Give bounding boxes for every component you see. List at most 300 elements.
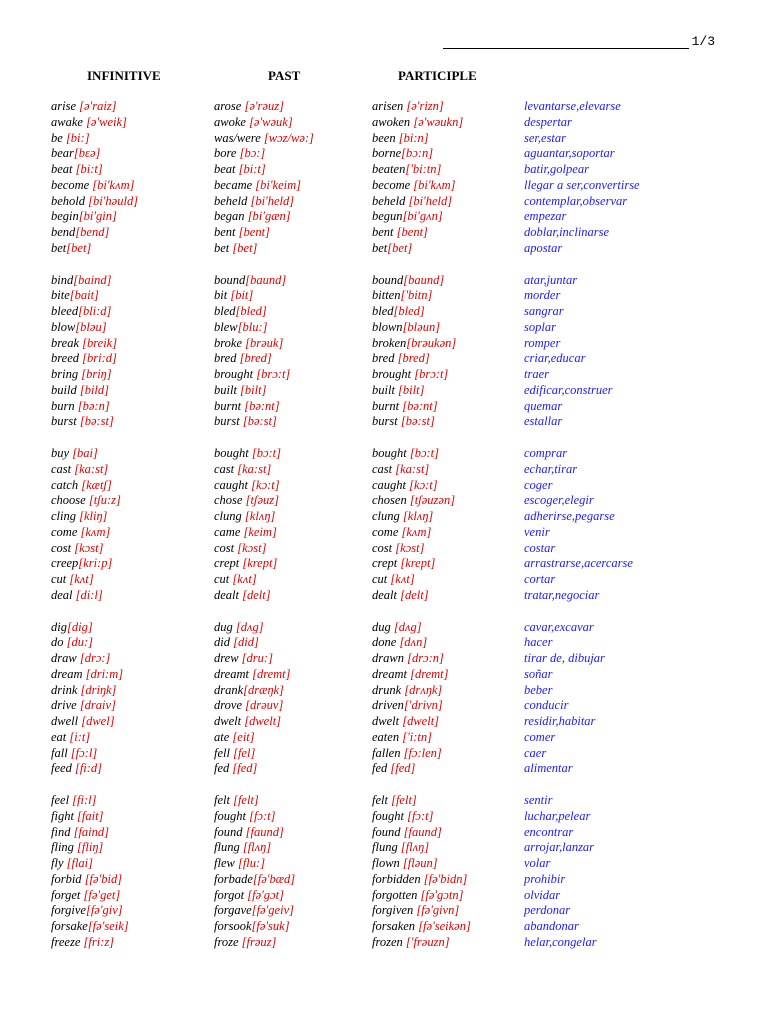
spanish-meaning: ser,estar (524, 130, 567, 145)
past-cell (214, 336, 283, 352)
infinitive-word: breed (51, 351, 83, 366)
infinitive-phonetic: [ə'raiz] (79, 99, 117, 113)
participle-phonetic: [kɔst] (395, 540, 425, 555)
participle-cell (372, 761, 415, 777)
past-word: forbade (214, 871, 253, 886)
infinitive-phonetic: [kʌt] (69, 572, 94, 586)
spanish-meaning: llegar a ser,convertirse (524, 177, 640, 192)
participle-cell (372, 525, 431, 541)
past-cell (214, 351, 272, 367)
past-word: fed (214, 761, 233, 776)
infinitive-cell (51, 178, 135, 194)
verb-row (0, 872, 768, 888)
infinitive-cell (51, 320, 107, 336)
participle-word: bet (372, 240, 388, 255)
infinitive-phonetic: [draiv] (79, 698, 116, 713)
infinitive-cell (51, 462, 108, 478)
participle-word: dug (372, 619, 394, 634)
infinitive-word: cost (51, 540, 75, 555)
header-infinitive: INFINITIVE (87, 68, 161, 83)
past-phonetic: [bilt] (240, 382, 267, 397)
past-phonetic: [keim] (243, 524, 277, 539)
verb-row (0, 509, 768, 525)
verb-row (0, 620, 768, 636)
spanish-meaning: helar,congelar (524, 934, 597, 949)
participle-phonetic: [bi'kʌm] (413, 177, 456, 192)
past-cell (214, 746, 255, 762)
spanish-meaning: despertar (524, 114, 572, 129)
infinitive-cell (51, 935, 114, 951)
spanish-meaning: echar,tirar (524, 461, 578, 476)
past-word: cast (214, 461, 238, 476)
participle-cell (372, 225, 428, 241)
infinitive-phonetic: [dri:m] (85, 666, 124, 681)
participle-phonetic: [kʌm] (401, 524, 432, 539)
past-phonetic: [frəuz] (241, 934, 277, 949)
past-word: dealt (214, 587, 243, 602)
past-phonetic: [fed] (232, 761, 258, 776)
past-word: was/were (214, 130, 264, 145)
participle-phonetic: [fə'givn] (416, 903, 460, 918)
participle-cell (372, 840, 429, 856)
participle-phonetic: [drʌŋk] (404, 682, 443, 697)
past-phonetic: [kʌt] (232, 572, 257, 586)
infinitive-word: begin (51, 209, 79, 224)
past-cell (214, 383, 266, 399)
infinitive-word: do (51, 635, 67, 650)
past-phonetic: [felt] (233, 793, 259, 807)
spanish-meaning: tratar,negociar (524, 587, 600, 602)
participle-word: dreamt (372, 666, 411, 681)
participle-word: drunk (372, 682, 405, 697)
past-cell (214, 840, 271, 856)
verb-row (0, 525, 768, 541)
infinitive-cell (51, 241, 91, 257)
participle-word: fed (372, 761, 391, 776)
infinitive-cell (51, 509, 107, 525)
verb-row (0, 856, 768, 872)
participle-cell (372, 273, 444, 289)
participle-phonetic: [klʌŋ] (402, 509, 434, 523)
participle-phonetic: ['bi:tn] (405, 162, 442, 176)
infinitive-word: forget (51, 887, 84, 902)
past-cell (214, 572, 257, 588)
spanish-meaning: hacer (524, 635, 553, 650)
participle-word: burst (372, 414, 401, 429)
infinitive-phonetic: [dwel] (81, 714, 115, 728)
participle-phonetic: [dʌg] (393, 619, 422, 634)
infinitive-word: bear (51, 146, 74, 161)
participle-cell (372, 493, 455, 509)
participle-phonetic: [felt] (391, 793, 417, 807)
past-phonetic: [bi'keim] (255, 177, 302, 192)
infinitive-phonetic: [fə'giv] (85, 903, 123, 918)
infinitive-cell (51, 194, 138, 210)
past-word: brought (214, 367, 257, 381)
infinitive-phonetic: [faind] (73, 824, 110, 839)
past-phonetic: [fə'suk] (251, 919, 290, 933)
infinitive-word: deal (51, 587, 76, 602)
participle-cell (372, 162, 441, 178)
spanish-meaning: morder (524, 288, 561, 303)
infinitive-word: fall (51, 745, 71, 760)
participle-word: brought (372, 367, 415, 381)
infinitive-cell (51, 635, 93, 651)
past-phonetic: [ə'wəuk] (249, 114, 293, 129)
infinitive-cell (51, 273, 111, 289)
participle-word: broken (372, 335, 407, 350)
participle-word: fought (372, 808, 408, 823)
infinitive-phonetic: [drɔ:] (79, 651, 111, 665)
past-word: clung (214, 509, 245, 523)
participle-cell (372, 146, 433, 162)
spanish-meaning: perdonar (524, 903, 571, 918)
past-cell (214, 367, 290, 383)
infinitive-word: awake (51, 114, 87, 129)
past-word: bled (214, 304, 236, 318)
infinitive-word: draw (51, 651, 80, 665)
spanish-meaning: estallar (524, 414, 563, 429)
past-word: began (214, 209, 248, 224)
past-word: dug (214, 619, 236, 634)
infinitive-word: creep (51, 556, 79, 571)
participle-word: cut (372, 572, 391, 586)
past-cell (214, 478, 280, 494)
participle-word: driven (372, 698, 404, 713)
spanish-meaning: doblar,inclinarse (524, 225, 610, 239)
spanish-meaning: comer (524, 729, 556, 744)
infinitive-cell (51, 588, 103, 604)
verb-row (0, 903, 768, 919)
verb-row (0, 761, 768, 777)
past-phonetic: [baund] (245, 272, 287, 287)
infinitive-word: cling (51, 509, 80, 523)
participle-phonetic: [kʌt] (390, 572, 415, 586)
infinitive-phonetic: [driŋk] (80, 682, 117, 697)
participle-phonetic: [bled] (393, 304, 425, 318)
verb-row (0, 383, 768, 399)
verb-row (0, 194, 768, 210)
past-word: crept (214, 556, 243, 571)
infinitive-phonetic: [bləu] (75, 319, 107, 334)
verb-row (0, 336, 768, 352)
past-cell (214, 194, 294, 210)
past-cell (214, 525, 277, 541)
past-cell (214, 651, 273, 667)
verb-row (0, 667, 768, 683)
participle-cell (372, 399, 438, 415)
participle-cell (372, 209, 443, 225)
past-word: forsook (214, 919, 252, 933)
spanish-meaning: empezar (524, 209, 567, 224)
participle-word: dealt (372, 587, 401, 602)
participle-word: built (372, 382, 399, 397)
participle-word: borne (372, 146, 402, 161)
infinitive-phonetic: [kliŋ] (79, 509, 108, 523)
participle-word: burnt (372, 398, 403, 413)
infinitive-word: eat (51, 729, 70, 744)
past-cell (214, 730, 255, 746)
past-phonetic: [did] (233, 635, 259, 650)
infinitive-phonetic: [dig] (66, 619, 93, 634)
past-cell (214, 935, 276, 951)
infinitive-cell (51, 115, 127, 131)
past-word: awoke (214, 114, 250, 129)
participle-word: bound (372, 272, 404, 287)
verb-table (0, 99, 768, 951)
spanish-meaning: caer (524, 745, 547, 760)
past-phonetic: [ə'rəuz] (244, 99, 284, 113)
verb-row (0, 572, 768, 588)
infinitive-word: feed (51, 761, 75, 776)
past-phonetic: [bɔ:t] (251, 446, 282, 460)
participle-cell (372, 336, 456, 352)
participle-cell (372, 667, 449, 683)
participle-phonetic: [delt] (400, 587, 429, 602)
participle-word: felt (372, 793, 392, 807)
spanish-meaning: levantarse,elevarse (524, 99, 621, 113)
past-word: burnt (214, 398, 245, 413)
participle-cell (372, 714, 439, 730)
infinitive-word: dream (51, 666, 86, 681)
participle-word: fallen (372, 745, 404, 760)
infinitive-phonetic: [kɔst] (74, 540, 104, 555)
infinitive-word: buy (51, 446, 73, 460)
past-cell (214, 588, 271, 604)
past-phonetic: [fɔ:t] (249, 808, 276, 823)
participle-word: found (372, 824, 404, 839)
participle-word: beheld (372, 193, 409, 208)
past-phonetic: [bled] (235, 304, 267, 318)
participle-word: dwelt (372, 714, 403, 728)
past-cell (214, 178, 301, 194)
past-word: drew (214, 651, 242, 665)
verb-row (0, 99, 768, 115)
verb-row (0, 273, 768, 289)
infinitive-cell (51, 793, 96, 809)
infinitive-word: arise (51, 99, 80, 113)
header-participle: PARTICIPLE (398, 68, 477, 83)
participle-word: been (372, 130, 399, 145)
participle-phonetic: [bə:nt] (402, 398, 438, 413)
past-word: beheld (214, 193, 251, 208)
verb-row (0, 651, 768, 667)
past-phonetic: [fə'geiv] (251, 903, 294, 918)
spanish-meaning: batir,golpear (524, 162, 589, 176)
past-word: drank (214, 682, 244, 697)
spanish-meaning: tirar de, dibujar (524, 651, 605, 665)
spanish-meaning: venir (524, 524, 550, 539)
spanish-meaning: cavar,excavar (524, 619, 594, 634)
past-cell (214, 809, 275, 825)
participle-word: become (372, 177, 414, 192)
participle-word: frozen (372, 934, 406, 949)
spanish-meaning: soplar (524, 319, 556, 334)
participle-word: bled (372, 304, 394, 318)
infinitive-word: fly (51, 856, 67, 870)
past-phonetic: [kɔ:t] (251, 477, 280, 492)
participle-word: clung (372, 509, 403, 523)
infinitive-word: forgive (51, 903, 86, 918)
verb-row (0, 809, 768, 825)
past-cell (214, 131, 314, 147)
participle-cell (372, 872, 467, 888)
infinitive-cell (51, 209, 117, 225)
past-cell (214, 635, 259, 651)
participle-word: bitten (372, 288, 401, 303)
participle-phonetic: [dremt] (410, 666, 449, 681)
past-cell (214, 620, 264, 636)
past-cell (214, 683, 284, 699)
infinitive-word: be (51, 130, 66, 145)
participle-phonetic: [bilt] (398, 382, 425, 397)
infinitive-word: behold (51, 193, 89, 208)
infinitive-cell (51, 903, 123, 919)
infinitive-word: choose (51, 493, 89, 508)
verb-row (0, 399, 768, 415)
past-phonetic: [fə'bæd] (252, 871, 296, 886)
past-word: ate (214, 729, 233, 744)
participle-phonetic: [brɔ:t] (414, 367, 449, 381)
participle-phonetic: [fə'seikən] (418, 919, 471, 933)
infinitive-cell (51, 809, 103, 825)
verb-row (0, 288, 768, 304)
infinitive-word: drive (51, 698, 80, 713)
participle-cell (372, 746, 442, 762)
infinitive-cell (51, 856, 93, 872)
verb-row (0, 115, 768, 131)
verb-row (0, 162, 768, 178)
infinitive-cell (51, 714, 115, 730)
past-phonetic: [dwelt] (244, 714, 282, 728)
spanish-meaning: alimentar (524, 761, 573, 776)
spanish-meaning: sentir (524, 793, 553, 807)
verb-row (0, 730, 768, 746)
infinitive-word: fling (51, 840, 78, 855)
verb-row (0, 146, 768, 162)
spanish-meaning: residir,habitar (524, 714, 596, 728)
participle-phonetic: [bet] (387, 240, 413, 255)
spanish-meaning: criar,educar (524, 351, 586, 366)
infinitive-cell (51, 919, 129, 935)
participle-cell (372, 620, 422, 636)
infinitive-cell (51, 746, 97, 762)
participle-cell (372, 383, 424, 399)
past-cell (214, 919, 290, 935)
participle-cell (372, 367, 448, 383)
infinitive-phonetic: [fə'seik] (87, 919, 129, 933)
past-word: caught (214, 477, 252, 492)
infinitive-phonetic: [breik] (82, 335, 118, 350)
participle-phonetic: [ka:st] (395, 461, 430, 476)
past-cell (214, 509, 275, 525)
past-word: found (214, 824, 246, 839)
spanish-meaning: romper (524, 335, 561, 350)
past-cell (214, 209, 291, 225)
infinitive-cell (51, 146, 100, 162)
participle-phonetic: [fɔ:t] (407, 808, 434, 823)
verb-row (0, 698, 768, 714)
participle-phonetic: [dwelt] (402, 714, 440, 728)
infinitive-word: feel (51, 793, 73, 807)
infinitive-word: dig (51, 619, 67, 634)
participle-cell (372, 131, 429, 147)
past-word: flew (214, 856, 238, 870)
past-phonetic: [dræŋk] (243, 682, 284, 697)
infinitive-phonetic: [fi:d] (74, 761, 103, 776)
infinitive-cell (51, 556, 112, 572)
spanish-meaning: soñar (524, 666, 553, 681)
past-phonetic: [brəuk] (245, 335, 284, 350)
past-word: dreamt (214, 666, 253, 681)
infinitive-word: become (51, 177, 93, 192)
verb-row (0, 888, 768, 904)
past-phonetic: [blu:] (237, 319, 268, 334)
participle-word: flown (372, 856, 403, 870)
past-word: cost (214, 540, 238, 555)
participle-phonetic: [bi:n] (398, 130, 429, 145)
past-word: fought (214, 808, 250, 823)
participle-word: bought (372, 446, 410, 460)
participle-phonetic: [kɔ:t] (409, 477, 438, 492)
past-word: bore (214, 146, 240, 161)
past-cell (214, 446, 281, 462)
infinitive-phonetic: [bet] (66, 240, 92, 255)
infinitive-word: build (51, 382, 80, 397)
past-word: cut (214, 572, 233, 586)
infinitive-cell (51, 288, 99, 304)
participle-cell (372, 698, 443, 714)
verb-row (0, 131, 768, 147)
verb-row (0, 462, 768, 478)
participle-phonetic: [fə'gɔtn] (420, 887, 464, 902)
spanish-meaning: luchar,pelear (524, 808, 591, 823)
infinitive-cell (51, 572, 94, 588)
past-cell (214, 241, 257, 257)
past-phonetic: [dʌg] (235, 619, 264, 634)
past-cell (214, 903, 294, 919)
infinitive-cell (51, 730, 90, 746)
infinitive-phonetic: [bi:] (65, 130, 90, 145)
participle-word: forgotten (372, 887, 421, 902)
spanish-meaning: prohibir (524, 871, 566, 886)
participle-phonetic: ['frəuzn] (405, 934, 450, 949)
participle-phonetic: [tʃəuzən] (409, 493, 456, 508)
verb-row (0, 919, 768, 935)
header-past: PAST (268, 68, 301, 83)
participle-cell (372, 651, 444, 667)
verb-row (0, 478, 768, 494)
infinitive-phonetic: [tʃu:z] (88, 493, 121, 508)
spanish-meaning: apostar (524, 240, 563, 255)
participle-cell (372, 903, 459, 919)
past-cell (214, 288, 253, 304)
verb-row (0, 746, 768, 762)
participle-cell (372, 99, 444, 115)
participle-cell (372, 462, 429, 478)
participle-phonetic: [brəukən] (406, 335, 457, 350)
spanish-meaning: abandonar (524, 919, 579, 933)
infinitive-word: burst (51, 414, 80, 429)
participle-phonetic: [fə'bidn] (423, 871, 468, 886)
past-word: blew (214, 319, 238, 334)
spanish-meaning: contemplar,observar (524, 193, 628, 208)
infinitive-phonetic: [bεə] (73, 146, 101, 161)
participle-cell (372, 683, 442, 699)
past-cell (214, 304, 267, 320)
past-word: came (214, 524, 244, 539)
verb-row (0, 304, 768, 320)
